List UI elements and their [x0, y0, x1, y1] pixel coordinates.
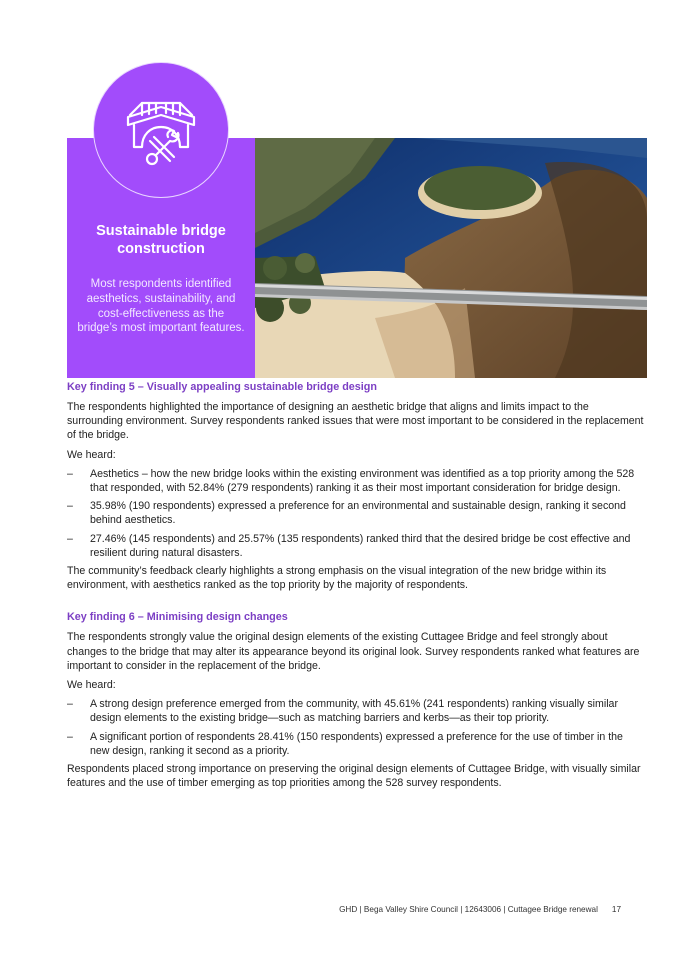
- page-footer: [339, 905, 621, 914]
- finding5-we-heard: We heard:: [67, 448, 116, 461]
- finding6-conclusion: Respondents placed strong importance on preserving the original design elements of Cuttagee Bridge, with visually similar features and the use of timber emerging as top priorities among the 528 survey respondents.: [67, 763, 641, 790]
- bridge-with-tools-icon: [122, 95, 200, 169]
- bullet-dash: –: [67, 730, 73, 743]
- bullet-dash: –: [67, 532, 73, 545]
- bullet-dash: –: [67, 500, 73, 513]
- bullet-dash: –: [67, 467, 73, 480]
- finding6-we-heard: We heard:: [67, 679, 116, 692]
- finding5-intro: The respondents highlighted the importance of designing an aesthetic bridge that aligns and limits impact to the surrounding environment. Survey respondents ranked issues that were most important to be considered in the replacement of the bridge.: [67, 401, 644, 442]
- feature-icon-circle: [93, 62, 229, 198]
- finding5-bullet-list: [67, 467, 645, 560]
- list-item: – A significant portion of respondents 28.41% (150 respondents) expressed a preference for the use of timber in the new design, ranking it second as a priority.: [67, 730, 623, 757]
- list-item: – 35.98% (190 respondents) expressed a preference for an environmental and sustainable design, ranking it second behind aesthetics.: [67, 500, 626, 527]
- document-body: [67, 380, 645, 795]
- finding6-bullet-list: [67, 697, 645, 758]
- bullet-dash: –: [67, 698, 73, 711]
- list-item: – 27.46% (145 respondents) and 25.57% (135 respondents) ranked third that the desired bridge be cost effective and resilient during natural disasters.: [67, 532, 631, 559]
- list-item: – A strong design preference emerged from the community, with 45.61% (241 respondents) ranking visually similar design elements to the existing bridge—such as matching barriers and kerbs—as their top priority.: [67, 698, 618, 725]
- panel-title: Sustainable bridge construction: [96, 223, 226, 257]
- finding6-heading: Key finding 6 – Minimising design changes: [67, 611, 288, 624]
- list-item: – Aesthetics – how the new bridge looks within the existing environment was identified as a top priority among the 528 that responded, with 52.84% (279 respondents) ranking it as their most important consideration for bridge design.: [67, 467, 635, 495]
- finding5-conclusion: The community’s feedback clearly highlights a strong emphasis on the visual integration of the new bridge within its environment, with aesthetics ranked as the top priority by the majority of respondents.: [67, 565, 607, 592]
- page-number: 17: [611, 905, 621, 914]
- finding5-heading: Key finding 5 – Visually appealing sustainable bridge design: [67, 381, 377, 393]
- panel-summary: Most respondents identified aesthetics, sustainability, and cost-effectiveness as the bridge’s most important features.: [77, 278, 245, 335]
- footer-text: GHD | Bega Valley Shire Council | 12643006 | Cuttagee Bridge renewal: [339, 905, 598, 914]
- bridge-aerial-photo: [255, 138, 647, 378]
- finding6-intro: The respondents strongly value the original design elements of the existing Cuttagee Bridge and feel strongly about changes to the bridge that may alter its appearance beyond its original look. Survey respondents ranked what features are important to consider in the replacement of the bridge.: [67, 631, 640, 672]
